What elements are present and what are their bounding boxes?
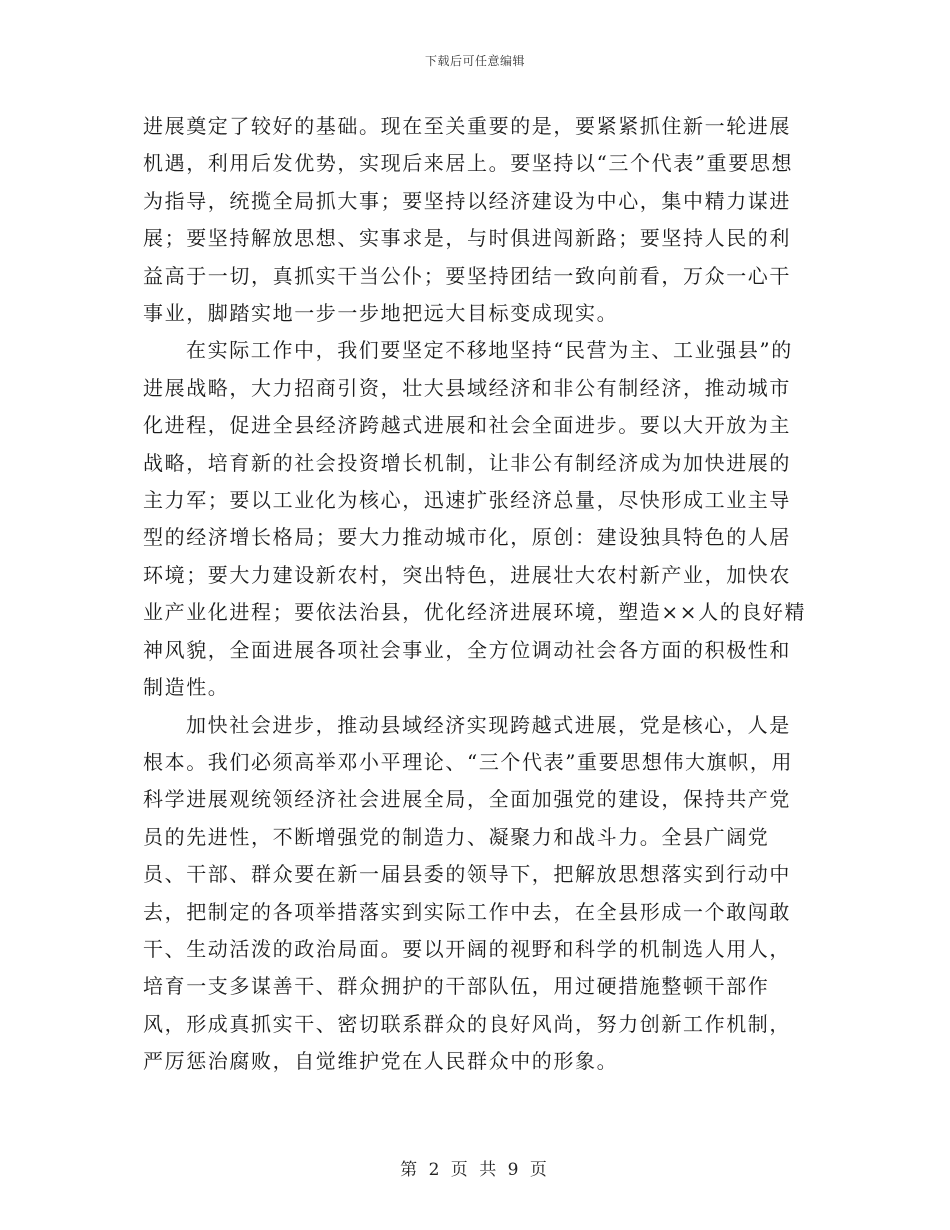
paragraph-3: 加快社会进步，推动县域经济实现跨越式进展，党是核心，人是根本。我们必须高举邓小平理论、“三个代表”重要思想伟大旗帜，用科学进展观统领经济社会进展全局，全面加强党的建设，保持共产党员的先进性，不断增强党的制造力、凝聚力和战斗力。全县广阔党员、干部、群众要在新一届县委的领导下，把解放思想落实到行动中去，把制定的各项举措落实到实际工作中去，在全县形成一个敢闯敢干、生动活泼的政治局面。要以开阔的视野和科学的机制选人用人，培育一支多谋善干、群众拥护的干部队伍，用过硬措施整顿干部作风，形成真抓实干、密切联系群众的良好风尚，努力创新工作机制，严厉惩治腐败，自觉维护党在人民群众中的形象。 [143,712,794,1074]
paragraph-1: 进展奠定了较好的基础。现在至关重要的是，要紧紧抓住新一轮进展机遇，利用后发优势，实现后来居上。要坚持以“三个代表”重要思想为指导，统揽全局抓大事；要坚持以经济建设为中心，集中精力谋进展；要坚持解放思想、实事求是，与时俱进闯新路；要坚持人民的利益高于一切，真抓实干当公仆；要坚持团结一致向前看，万众一心干事业，脚踏实地一步一步地把远大目标变成现实。 [143,114,794,326]
document-body [143,108,807,1081]
page-number-footer: 第 2 页 共 9 页 [400,1160,550,1180]
paragraph-2: 在实际工作中，我们要坚定不移地坚持“民营为主、工业强县”的进展战略，大力招商引资，壮大县域经济和非公有制经济，推动城市化进程，促进全县经济跨越式进展和社会全面进步。要以大开放为主战略，培育新的社会投资增长机制，让非公有制经济成为加快进展的主力军；要以工业化为核心，迅速扩张经济总量，尽快形成工业主导型的经济增长格局；要大力推动城市化，原创：建设独具特色的人居环境；要大力建设新农村，突出特色，进展壮大农村新产业，加快农业产业化进程；要依法治县，优化经济进展环境，塑造××人的良好精神风貌，全面进展各项社会事业，全方位调动社会各方面的积极性和制造性。 [143,338,807,700]
page-header: 下载后可任意编辑 [424,54,525,68]
